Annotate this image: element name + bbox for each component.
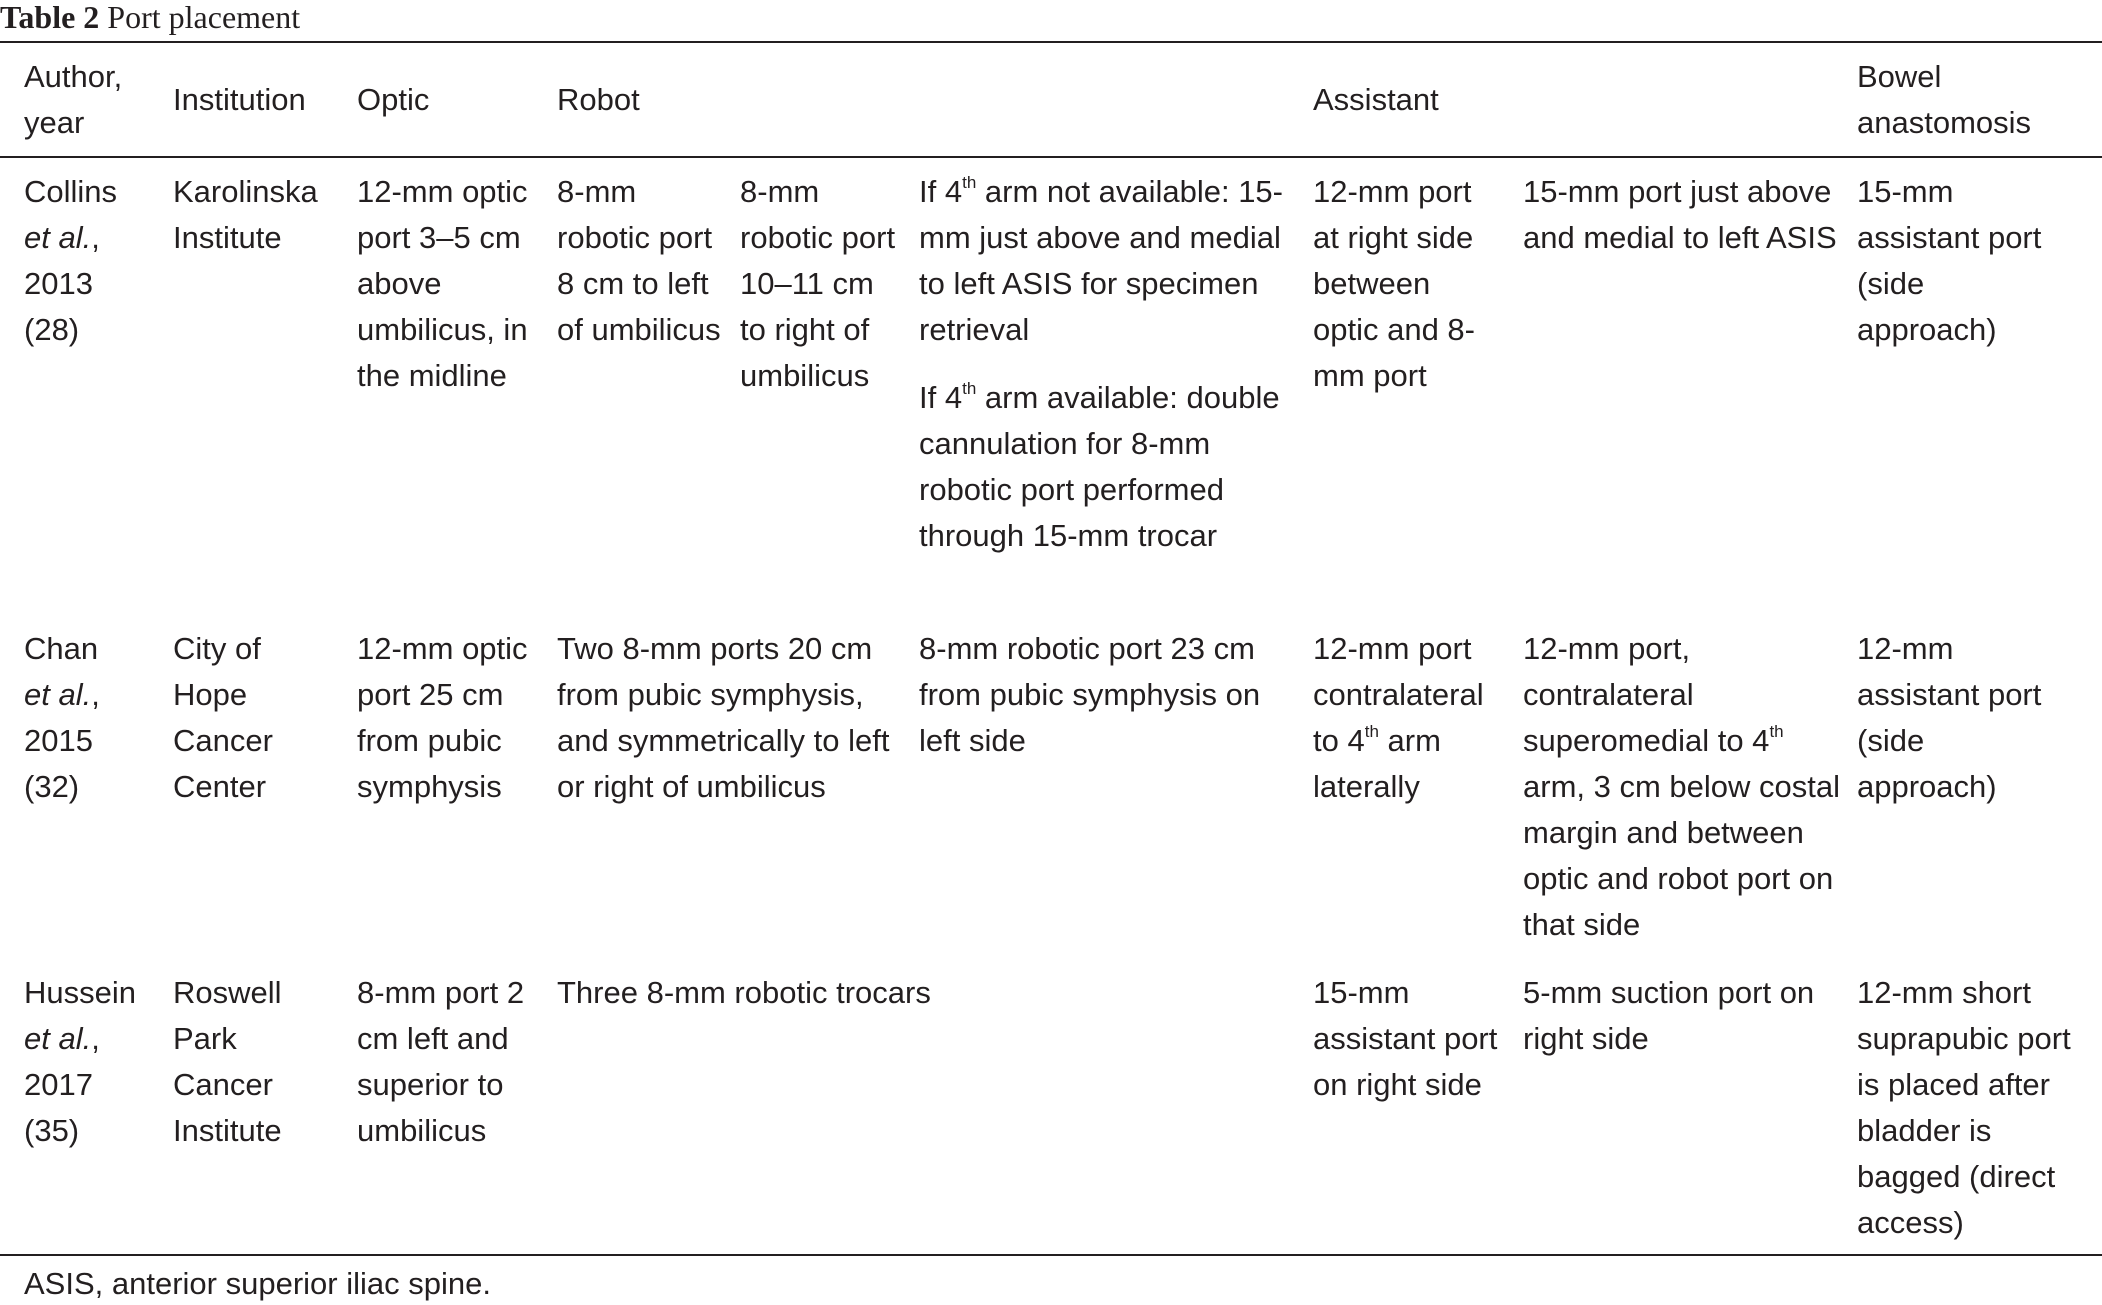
author-etal: et al. [24,220,92,255]
table-row-author: Hussein et al., 2017 (35) [24,970,164,1154]
bottom-rule [0,1254,2102,1256]
cell-bowel-anastomosis: 12-mm assistant port (side approach) [1857,631,2042,804]
author-name: Chan [24,631,99,666]
author-name: Hussein [24,975,136,1010]
cell-assistant-port-a: 12-mm port at right side between optic and 8-mm port [1313,174,1475,393]
table-row-author: Chan et al., 2015 (32) [24,626,164,810]
top-rule [0,41,2102,43]
table-caption [0,0,300,38]
cell-assistant-port-b: 12-mm port, contralateral superomedial to 4th arm, 3 cm below costal margin and between optic and robot port on that side [1523,631,1840,942]
author-etal: et al. [24,1021,92,1056]
header-rule [0,156,2102,158]
cell-robot: Three 8-mm robotic trocars [557,975,931,1010]
cell-robot-port-right: 8-mm robotic port 10–11 cm to right of umbilicus [740,174,896,393]
fourth-arm-available: If 4th arm available: double cannulation for 8-mm robotic port performed through 15-mm trocar [919,379,1280,553]
header-robot: Robot [557,82,640,117]
author-ref: (28) [24,312,80,347]
header-assistant: Assistant [1313,82,1439,117]
table-number: Table 2 [0,0,100,35]
author-ref: (35) [24,1113,80,1148]
author-ref: (32) [24,769,80,804]
cell-assistant-port-a: 15-mm assistant port on right side [1313,975,1498,1102]
cell-optic: 12-mm optic port 25 cm from pubic symphysis [357,631,528,804]
author-year: 2015 [24,723,93,758]
author-etal: et al. [24,677,92,712]
fourth-arm-not-available: If 4th arm not available: 15-mm just above and medial to left ASIS for specimen retrieval [919,173,1283,347]
cell-assistant-port-b: 5-mm suction port on right side [1523,975,1815,1056]
cell-institution: Roswell Park Cancer Institute [173,975,282,1148]
table-footnote: ASIS, anterior superior iliac spine. [24,1266,491,1301]
cell-optic: 8-mm port 2 cm left and superior to umbilicus [357,975,525,1148]
author-name: Collins [24,174,118,209]
author-year: 2017 [24,1067,93,1102]
cell-assistant-port-b: 15-mm port just above and medial to left ASIS [1523,174,1837,255]
cell-institution: City of Hope Cancer Center [173,631,273,804]
cell-assistant-port-a: 12-mm port contralateral to 4th arm laterally [1313,631,1484,804]
table-title: Port placement [107,0,301,35]
cell-institution: Karolinska Institute [173,174,318,255]
header-institution: Institution [173,82,306,117]
header-bowel-anastomosis: Bowel anastomosis [1857,59,2032,140]
cell-robot-port-left: 8-mm robotic port 8 cm to left of umbilicus [557,174,721,347]
cell-robot-fourth-arm [919,169,1294,559]
cell-bowel-anastomosis: 15-mm assistant port (side approach) [1857,174,2042,347]
author-year: 2013 [24,266,93,301]
header-author: Author, year [24,59,123,140]
cell-optic: 12-mm optic port 3–5 cm above umbilicus, in the midline [357,174,528,393]
cell-robot-fourth-arm: 8-mm robotic port 23 cm from pubic symphysis on left side [919,631,1261,758]
table-row-author: Collins et al., 2013 (28) [24,169,164,353]
header-optic: Optic [357,82,430,117]
cell-robot-two-ports: Two 8-mm ports 20 cm from pubic symphysis, and symmetrically to left or right of umbilicus [557,631,890,804]
cell-bowel-anastomosis: 12-mm short suprapubic port is placed after bladder is bagged (direct access) [1857,975,2071,1240]
